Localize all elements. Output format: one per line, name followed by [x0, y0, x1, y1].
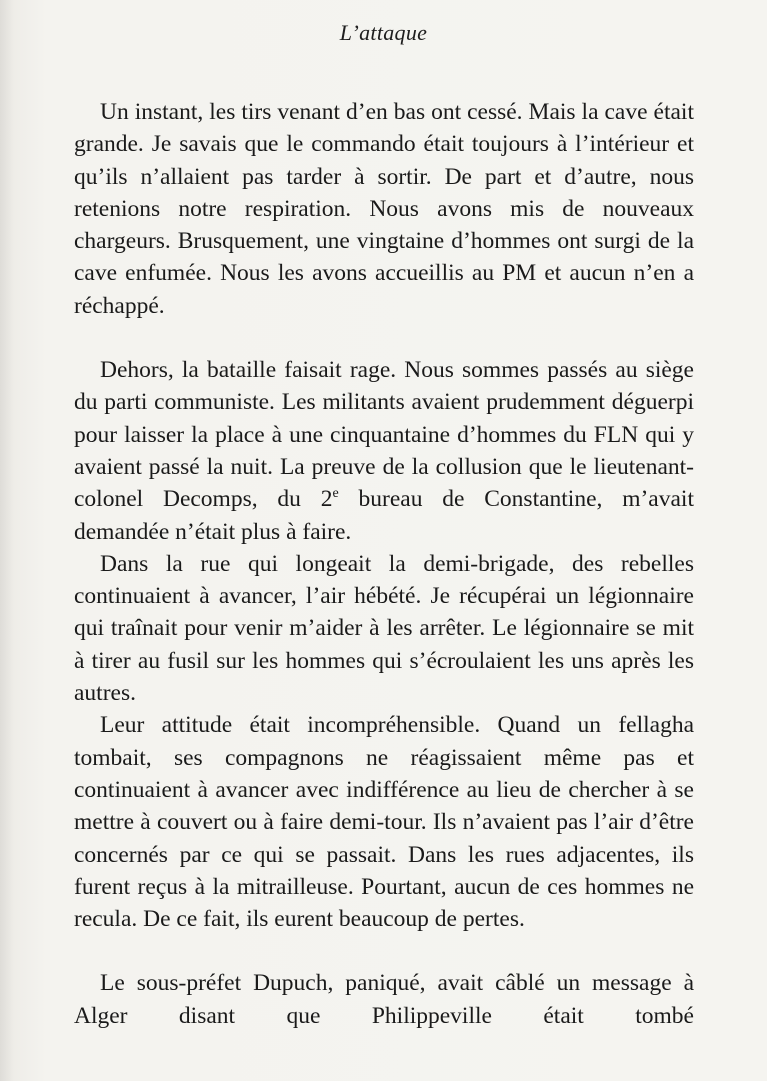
paragraph-2-text-b: bureau de Constantine, m’avait demandée n’était plus à faire.	[74, 486, 694, 545]
paragraph-5: Le sous-préfet Dupuch, paniqué, avait câblé un message à Alger disant que Philippeville était tombé	[74, 970, 694, 1029]
paragraph-3: Dans la rue qui longeait la demi-brigade, des rebelles continuaient à avancer, l’air hébété. Je récupérai un légionnaire qui traînait pour venir m’aider à les arrêter. Le légionnaire se mit à tirer au fusil sur les hommes qui s’écroulaient les uns après les autres.	[74, 550, 694, 707]
superscript: e	[332, 486, 339, 502]
page-gutter-shadow	[0, 0, 14, 1081]
paragraph-1: Un instant, les tirs venant d’en bas ont cessé. Mais la cave était grande. Je savais que le commando était toujours à l’intérieur et qu’ils n’allaient pas tarder à sortir. De part et d’autre, nous retenions notre respiration. Nous avons mis de nouveaux chargeurs. Brusquement, une vingtaine d’hommes ont surgi de la cave enfumée. Nous les avons accueillis au PM et aucun n’en a réchappé.	[74, 99, 694, 319]
paragraph-2-text-a: Dehors, la bataille faisait rage. Nous sommes passés au siège du parti communiste. Les militants avaient prudemment déguerpi pour laisser la place à une cinquantaine d’hommes du FLN qui y avaient passé la nuit. La preuve de la collusion que le lieutenant-colonel Decomps, du 2	[74, 357, 694, 513]
paragraph-2	[74, 354, 694, 548]
running-head: L’attaque	[339, 20, 428, 45]
body-text	[74, 96, 694, 1032]
paragraph-4: Leur attitude était incompréhensible. Quand un fellagha tombait, ses compagnons ne réagissaient même pas et continuaient à avancer avec indifférence au lieu de chercher à se mettre à couvert ou à faire demi-tour. Ils n’avaient pas l’air d’être concernés par ce qui se passait. Dans les rues adjacentes, ils furent reçus à la mitrailleuse. Pourtant, aucun de ces hommes ne recula. De ce fait, ils eurent beaucoup de pertes.	[74, 712, 694, 933]
